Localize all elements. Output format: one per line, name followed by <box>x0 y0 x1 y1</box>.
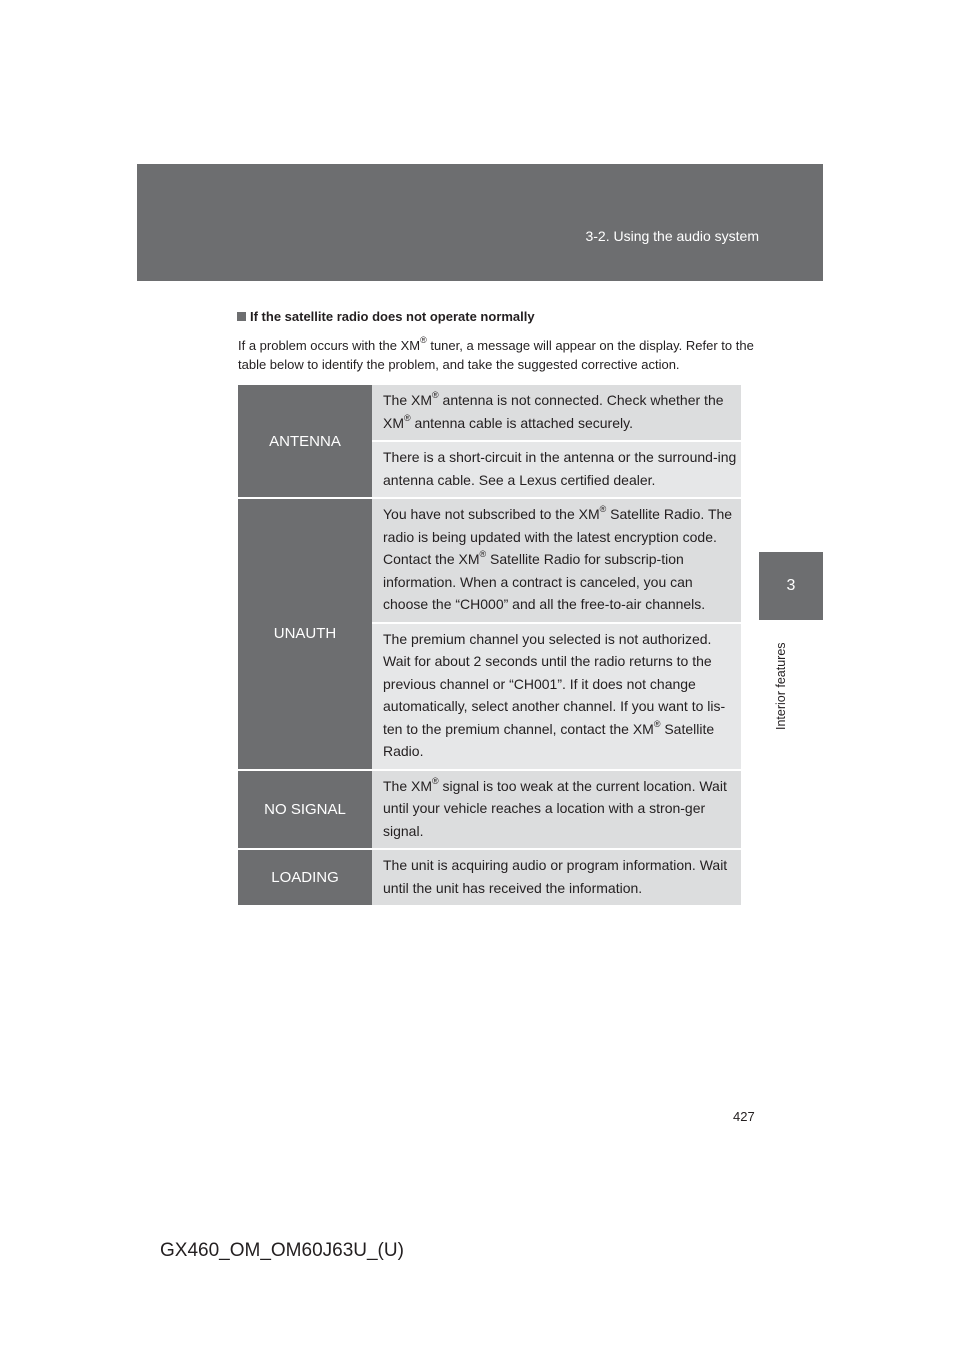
square-bullet-icon <box>237 312 246 321</box>
chapter-label: Interior features <box>774 642 788 730</box>
message-loading: LOADING <box>238 849 372 906</box>
description-cell: The premium channel you selected is not authorized. Wait for about 2 seconds until the radio returns to the previous channel or “CH001”. If it does not change automatically, select another channel. If you want to lis-ten to the premium channel, contact the XM® Satellite Radio. <box>372 623 741 770</box>
message-table <box>238 385 741 907</box>
description-cell: You have not subscribed to the XM® Satellite Radio. The radio is being updated with the latest encryption code. Contact the XM® Satellite Radio for subscrip-tion information. When a contract is canceled, you can choose the “CH000” and all the free-to-air channels. <box>372 498 741 623</box>
page-number: 427 <box>733 1109 755 1124</box>
message-unauth: UNAUTH <box>238 498 372 770</box>
description-cell: The XM® antenna is not connected. Check whether the XM® antenna cable is attached securely. <box>372 385 741 441</box>
section-heading: If the satellite radio does not operate normally <box>237 309 764 324</box>
header-band <box>137 164 823 281</box>
intro-section <box>224 309 764 374</box>
chapter-number: 3 <box>786 577 796 594</box>
message-antenna: ANTENNA <box>238 385 372 498</box>
document-code: GX460_OM_OM60J63U_(U) <box>160 1240 404 1261</box>
table-row <box>238 849 741 906</box>
message-no-signal: NO SIGNAL <box>238 770 372 850</box>
description-cell: There is a short-circuit in the antenna or the surround-ing antenna cable. See a Lexus certified dealer. <box>372 441 741 498</box>
table-row <box>238 498 741 623</box>
intro-paragraph: If a problem occurs with the XM® tuner, a message will appear on the display. Refer to the table below to identify the problem, and take the suggested corrective action. <box>238 335 754 372</box>
section-title: 3-2. Using the audio system <box>585 228 759 244</box>
description-cell: The unit is acquiring audio or program information. Wait until the unit has received the information. <box>372 849 741 906</box>
chapter-tab <box>759 552 823 620</box>
table-row <box>238 385 741 441</box>
table-row <box>238 770 741 850</box>
description-cell: The XM® signal is too weak at the current location. Wait until your vehicle reaches a location with a stron-ger signal. <box>372 770 741 850</box>
